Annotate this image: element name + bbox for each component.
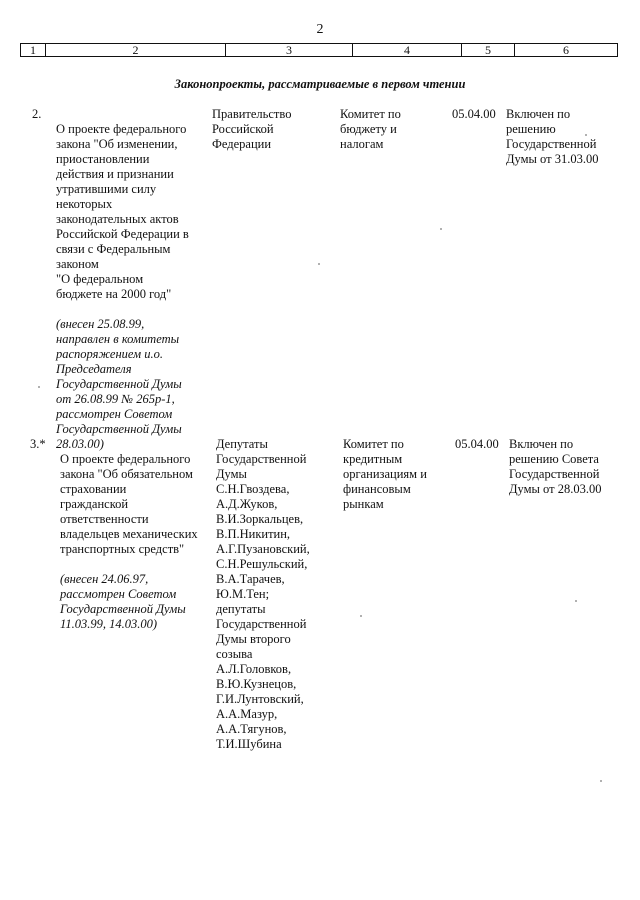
- scan-speck: [318, 263, 320, 265]
- bill-author: Депутаты Государственной Думы С.Н.Гвоздева, А.Д.Жуков, В.И.Зоркальцев, В.П.Никитин, А.Г.Пузановский, С.Н.Решульский, В.А.Тарачев, Ю.М.Тен; депутаты Государственной Думы второго созыва А.Л.Головков, В.Ю.Кузнецов, Г.И.Лунтовский, А.А.Мазур, А.А.Тягунов, Т.И.Шубина: [216, 437, 310, 751]
- bill-author: Правительство Российской Федерации: [212, 107, 292, 151]
- bill-title-block: [60, 437, 212, 647]
- column-number-3: 3: [226, 44, 353, 56]
- bill-number: 3.*: [30, 437, 46, 451]
- bill-title: О проекте федерального закона "Об изменении, приостановлении действия и признании утратившими силу некоторых законодательных актов Российской Федерации в связи с Федеральным законом "О федеральном бюджете на 2000 год": [56, 122, 189, 301]
- bill-note: (внесен 25.08.99, направлен в комитеты распоряжением и.о. Председателя Государственной Думы от 26.08.99 № 265р-1, рассмотрен Советом Государственной Думы 28.03.00): [56, 317, 182, 451]
- bill-number: 2.: [32, 107, 42, 121]
- column-number-4: 4: [353, 44, 462, 56]
- column-number-1: 1: [21, 44, 46, 56]
- bill-date: 05.04.00: [452, 107, 496, 121]
- column-number-6: 6: [563, 43, 569, 57]
- bill-note: (внесен 24.06.97, рассмотрен Советом Государственной Думы 11.03.99, 14.03.00): [60, 572, 186, 631]
- scan-speck: [440, 228, 442, 230]
- bill-committee: Комитет по бюджету и налогам: [340, 107, 401, 151]
- scan-speck: [600, 780, 602, 782]
- column-number-5: 5: [462, 44, 515, 56]
- bill-committee: Комитет по кредитным организациям и финансовым рынкам: [343, 437, 427, 511]
- scan-speck: [38, 386, 40, 388]
- column-number-header: [20, 43, 618, 57]
- column-number-2: 2: [46, 44, 226, 56]
- scan-speck: [585, 134, 587, 136]
- bill-date: 05.04.00: [455, 437, 499, 451]
- page-number: 2: [316, 22, 324, 37]
- bill-status: Включен по решению Совета Государственной Думы от 28.03.00: [509, 437, 602, 496]
- scan-speck: [360, 615, 362, 617]
- scan-speck: [575, 600, 577, 602]
- section-title: Законопроекты, рассматриваемые в первом чтении: [174, 77, 466, 91]
- bill-status: Включен по решению Государственной Думы от 31.03.00: [506, 107, 599, 166]
- bill-title-block: [56, 107, 208, 467]
- bill-title: О проекте федерального закона "Об обязательном страховании гражданской ответственности владельцев механических транспортных средств": [60, 452, 198, 556]
